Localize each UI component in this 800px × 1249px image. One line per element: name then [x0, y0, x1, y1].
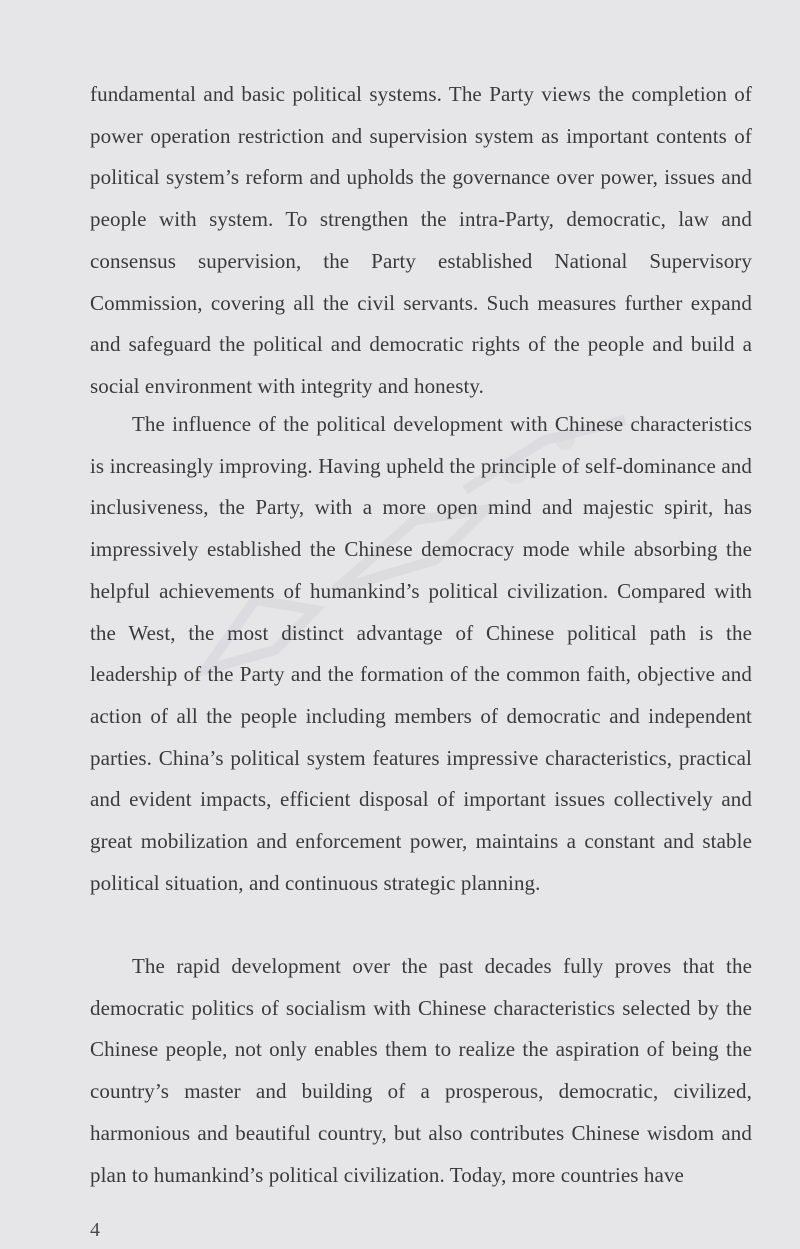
page-number: 4 — [90, 1219, 100, 1241]
paragraph-2: The influence of the political development with Chinese characteristics is increasingly improving. Having upheld the principle of self-dominance and inclusiveness, the Party, with a more open mind and majestic spirit, has impressively established the Chinese democracy mode while absorbing the helpful achievements of humankind’s political civilization. Compared with the West, the most distinct advantage of Chinese political path is the leadership of the Party and the formation of the common faith, objective and action of all the people including members of democratic and independent parties. China’s political system features impressive characteristics, practical and evident impacts, efficient disposal of important issues collectively and great mobilization and enforcement power, maintains a constant and stable political situation, and continuous strategic planning. — [90, 412, 752, 895]
paragraph-3: The rapid development over the past decades fully proves that the democratic politics of socialism with Chinese characteristics selected by the Chinese people, not only enables them to realize the aspiration of being the country’s master and building of a prosperous, democratic, civilized, harmonious and beautiful country, but also contributes Chinese wisdom and plan to humankind’s political civilization. Today, more countries have — [90, 954, 752, 1187]
paragraph-3-container — [90, 946, 752, 1196]
paragraph-1: fundamental and basic political systems. The Party views the completion of power operation restriction and supervision system as important contents of political system’s reform and upholds the governance over power, issues and people with system. To strengthen the intra-Party, democratic, law and consensus supervision, the Party established National Supervisory Commission, covering all the civil servants. Such measures further expand and safeguard the political and democratic rights of the people and build a social environment with integrity and honesty. — [90, 82, 752, 398]
paragraph-2-container — [90, 404, 752, 904]
paragraph-1-container — [90, 74, 752, 408]
